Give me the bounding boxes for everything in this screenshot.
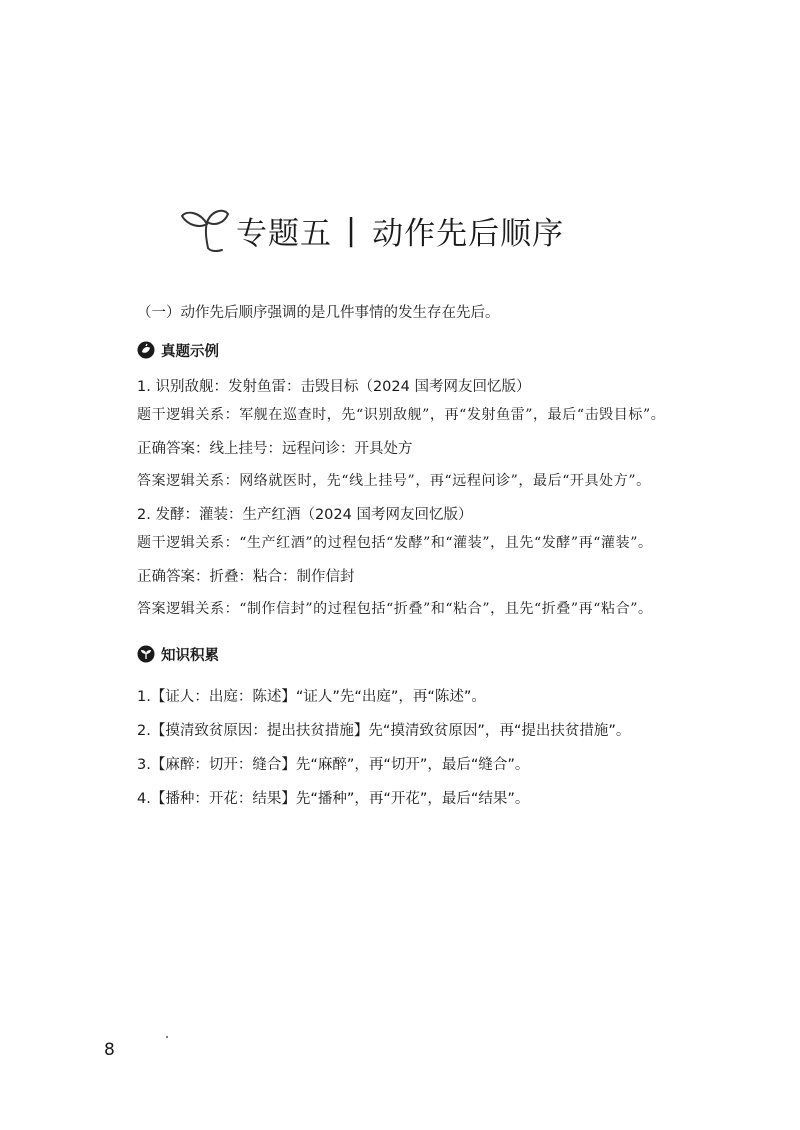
- intro-text: （一）动作先后顺序强调的是几件事情的发生存在先后。: [137, 305, 500, 321]
- section-heading-exam-examples: [108, 338, 708, 362]
- sprout-icon: [178, 204, 234, 256]
- exam-answer-logic-2: 答案逻辑关系：“制作信封”的过程包括“折叠”和“粘合”，且先“折叠”再“粘合”。: [137, 601, 653, 617]
- knowledge-item-3: 3.【麻醉：切开：缝合】先“麻醉”，再“切开”，最后“缝合”。: [137, 757, 530, 773]
- exam-answer-2: 正确答案：折叠：粘合：制作信封: [137, 569, 355, 585]
- knowledge-item-1: 1.【证人：出庭：陈述】“证人”先“出庭”，再“陈述”。: [137, 689, 486, 705]
- exam-logic-1: 题干逻辑关系：军舰在巡查时，先“识别敌舰”，再“发射鱼雷”，最后“击毁目标”。: [137, 407, 666, 423]
- section-heading-label: 真题示例: [161, 343, 219, 360]
- title-separator: |: [346, 212, 357, 248]
- exam-question-2: 2. 发酵：灌装：生产红酒（2024 国考网友回忆版）: [137, 507, 473, 523]
- chapter-name: 动作先后顺序: [372, 215, 565, 252]
- content-body: [108, 302, 708, 816]
- chapter-title: [178, 200, 618, 260]
- fruit-badge-icon: [137, 341, 155, 359]
- section-heading-label: 知识积累: [161, 647, 219, 664]
- knowledge-item-2: 2.【摸清致贫原因：提出扶贫措施】先“摸清致贫原因”，再“提出扶贫措施”。: [137, 723, 631, 739]
- section-heading-knowledge: [108, 642, 708, 666]
- exam-question-1: 1. 识别敌舰：发射鱼雷：击毁目标（2024 国考网友回忆版）: [137, 379, 531, 395]
- knowledge-item-4: 4.【播种：开花：结果】先“播种”，再“开花”，最后“结果”。: [137, 791, 530, 807]
- exam-answer-logic-1: 答案逻辑关系：网络就医时，先“线上挂号”，再“远程问诊”，最后“开具处方”。: [137, 473, 651, 489]
- chapter-number: 专题五: [236, 215, 332, 252]
- exam-logic-2: 题干逻辑关系：“生产红酒”的过程包括“发酵”和“灌装”，且先“发酵”再“灌装”。: [137, 535, 653, 551]
- leaf-badge-icon: [137, 645, 155, 663]
- exam-answer-1: 正确答案：线上挂号：远程问诊：开具处方: [137, 441, 413, 457]
- print-dot: [166, 1036, 168, 1038]
- page-number: 8: [104, 1040, 115, 1060]
